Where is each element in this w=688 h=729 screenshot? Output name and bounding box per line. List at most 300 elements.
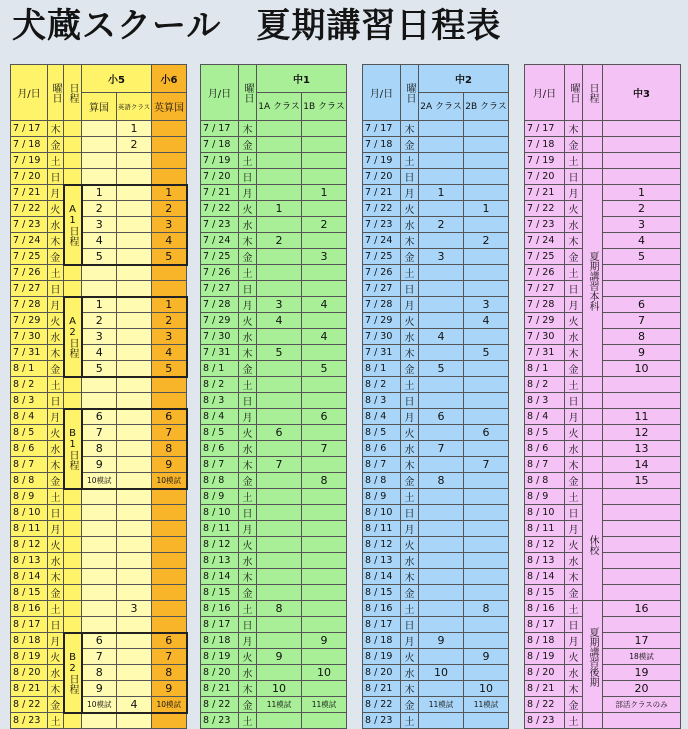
class-a-cell <box>257 713 302 729</box>
class-a-cell <box>257 617 302 633</box>
class-a-cell <box>419 521 464 537</box>
dow-cell: 土 <box>239 489 257 505</box>
table-row <box>201 121 347 137</box>
date-cell: 8 / 14 <box>363 569 401 585</box>
value-cell: 14 <box>603 457 681 473</box>
class-b-cell <box>302 265 347 281</box>
dow-cell: 水 <box>401 329 419 345</box>
class-a-cell <box>257 473 302 489</box>
dow-cell: 火 <box>48 537 64 553</box>
dow-cell: 土 <box>48 489 64 505</box>
dow-cell: 日 <box>48 617 64 633</box>
value-cell <box>603 585 681 601</box>
value-cell: 3 <box>603 217 681 233</box>
class-b-cell: 7 <box>464 457 509 473</box>
dow-cell: 土 <box>565 489 583 505</box>
eng-cell <box>117 633 152 649</box>
dow-cell: 土 <box>565 377 583 393</box>
class-a-cell <box>419 537 464 553</box>
dow-cell: 火 <box>239 313 257 329</box>
dow-cell: 金 <box>239 697 257 713</box>
value-cell <box>603 713 681 729</box>
dow-cell: 土 <box>239 265 257 281</box>
table-row <box>525 633 681 649</box>
date-cell: 8 / 3 <box>201 393 239 409</box>
class-a-cell: 7 <box>419 441 464 457</box>
class-a-cell <box>257 137 302 153</box>
table-row <box>201 505 347 521</box>
dow-cell: 月 <box>565 521 583 537</box>
dow-cell: 木 <box>48 569 64 585</box>
date-cell: 8 / 23 <box>11 713 48 729</box>
dow-cell: 土 <box>48 153 64 169</box>
eng-cell <box>117 217 152 233</box>
table-row <box>525 201 681 217</box>
math-cell: 10模試 <box>82 473 117 489</box>
eng-cell <box>117 185 152 201</box>
dow-cell: 水 <box>401 553 419 569</box>
class-a-header: 1A クラス <box>257 93 302 121</box>
table-row <box>11 281 187 297</box>
value-cell <box>603 169 681 185</box>
grade6-cell: 10模試 <box>152 697 187 713</box>
date-cell: 8 / 11 <box>363 521 401 537</box>
table-row <box>11 601 187 617</box>
table-row <box>11 377 187 393</box>
table-row <box>201 377 347 393</box>
table-row <box>525 377 681 393</box>
date-cell: 8 / 13 <box>525 553 565 569</box>
eng-cell <box>117 681 152 697</box>
dow-cell: 月 <box>401 633 419 649</box>
date-cell: 8 / 9 <box>363 489 401 505</box>
cell <box>64 713 82 729</box>
date-cell: 8 / 16 <box>11 601 48 617</box>
class-b-cell <box>464 505 509 521</box>
math-cell <box>82 265 117 281</box>
dow-cell: 金 <box>401 473 419 489</box>
value-cell: 18模試 <box>603 649 681 665</box>
header-row <box>525 65 681 121</box>
math-cell: 9 <box>82 457 117 473</box>
class-a-cell: 6 <box>419 409 464 425</box>
value-cell: 1 <box>603 185 681 201</box>
table-row <box>11 457 187 473</box>
table-row <box>363 617 509 633</box>
table-row <box>11 217 187 233</box>
table-row <box>11 313 187 329</box>
dow-cell: 木 <box>48 457 64 473</box>
date-cell: 8 / 9 <box>201 489 239 505</box>
dow-cell: 日 <box>48 505 64 521</box>
date-cell: 7 / 21 <box>11 185 48 201</box>
class-b-cell <box>302 377 347 393</box>
math-cell <box>82 169 117 185</box>
class-a-cell <box>257 377 302 393</box>
dow-cell: 土 <box>401 377 419 393</box>
class-a-cell: 4 <box>257 313 302 329</box>
cell <box>64 169 82 185</box>
date-cell: 8 / 22 <box>363 697 401 713</box>
class-b-cell <box>302 137 347 153</box>
math-cell <box>82 569 117 585</box>
class-b-cell <box>302 649 347 665</box>
date-cell: 7 / 21 <box>363 185 401 201</box>
table-row <box>525 441 681 457</box>
dow-cell: 日 <box>401 169 419 185</box>
class-b-cell <box>464 217 509 233</box>
date-cell: 7 / 28 <box>525 297 565 313</box>
grade6-cell: 2 <box>152 201 187 217</box>
value-cell <box>603 393 681 409</box>
class-a-cell: 2 <box>419 217 464 233</box>
table-row <box>525 169 681 185</box>
class-a-cell <box>257 665 302 681</box>
date-cell: 8 / 14 <box>525 569 565 585</box>
class-b-cell <box>302 713 347 729</box>
class-b-cell <box>464 665 509 681</box>
dow-cell: 土 <box>48 713 64 729</box>
date-cell: 8 / 23 <box>525 713 565 729</box>
value-cell: 16 <box>603 601 681 617</box>
class-b-cell <box>464 553 509 569</box>
dow-cell: 日 <box>239 505 257 521</box>
math-cell: 3 <box>82 217 117 233</box>
header-row <box>11 65 187 93</box>
math-cell: 2 <box>82 201 117 217</box>
table-row <box>363 329 509 345</box>
table-row <box>201 313 347 329</box>
dow-cell: 水 <box>48 441 64 457</box>
class-b-cell <box>464 249 509 265</box>
class-a-cell: 10 <box>419 665 464 681</box>
class-b-cell <box>302 393 347 409</box>
elementary-5-6-schedule-panel <box>10 64 186 728</box>
dow-cell: 土 <box>565 265 583 281</box>
dow-cell: 月 <box>401 521 419 537</box>
table-row <box>525 233 681 249</box>
date-cell: 7 / 30 <box>11 329 48 345</box>
dow-cell: 金 <box>565 361 583 377</box>
date-cell: 8 / 17 <box>11 617 48 633</box>
grade6-cell: 3 <box>152 329 187 345</box>
dow-cell: 水 <box>401 441 419 457</box>
date-cell: 7 / 24 <box>363 233 401 249</box>
eng-cell <box>117 441 152 457</box>
dow-cell: 土 <box>565 601 583 617</box>
dow-cell: 金 <box>401 585 419 601</box>
dow-cell: 火 <box>401 425 419 441</box>
date-cell: 8 / 18 <box>11 633 48 649</box>
class-b-cell <box>302 425 347 441</box>
class-a-cell <box>257 249 302 265</box>
dow-cell: 金 <box>565 137 583 153</box>
date-cell: 8 / 1 <box>363 361 401 377</box>
class-a-cell <box>257 185 302 201</box>
table-row <box>201 217 347 233</box>
table-row <box>201 553 347 569</box>
class-a-cell <box>419 617 464 633</box>
m3-table <box>524 64 681 729</box>
dow-cell: 木 <box>239 569 257 585</box>
date-cell: 8 / 15 <box>525 585 565 601</box>
date-cell: 8 / 8 <box>525 473 565 489</box>
table-row <box>11 697 187 713</box>
class-b-cell <box>464 441 509 457</box>
class-a-cell <box>419 377 464 393</box>
grade6-cell: 6 <box>152 409 187 425</box>
grade6-cell: 6 <box>152 633 187 649</box>
dow-cell: 月 <box>565 185 583 201</box>
grade6-cell <box>152 521 187 537</box>
grade6-cell <box>152 281 187 297</box>
dow-cell: 日 <box>401 281 419 297</box>
table-row <box>11 505 187 521</box>
eng-cell <box>117 409 152 425</box>
class-a-cell <box>257 537 302 553</box>
table-row <box>11 249 187 265</box>
date-cell: 8 / 5 <box>363 425 401 441</box>
dow-cell: 水 <box>48 217 64 233</box>
dow-cell: 金 <box>239 585 257 601</box>
date-cell: 8 / 22 <box>525 697 565 713</box>
dow-cell: 土 <box>401 713 419 729</box>
class-a-cell <box>419 601 464 617</box>
cell <box>64 121 82 137</box>
eng-cell <box>117 329 152 345</box>
grade6-cell <box>152 121 187 137</box>
class-b-cell: 8 <box>302 473 347 489</box>
date-cell: 8 / 1 <box>201 361 239 377</box>
dow-cell: 日 <box>565 617 583 633</box>
class-b-cell: 7 <box>302 441 347 457</box>
class-b-cell: 2 <box>302 217 347 233</box>
eng-cell <box>117 489 152 505</box>
sched-header: 日程 <box>64 65 82 121</box>
schedule-block: A2日程 <box>64 297 82 377</box>
table-row <box>525 137 681 153</box>
dow-cell: 木 <box>48 345 64 361</box>
cell <box>583 473 603 489</box>
dow-cell: 金 <box>239 137 257 153</box>
class-a-cell: 3 <box>419 249 464 265</box>
table-row <box>201 185 347 201</box>
date-cell: 8 / 4 <box>11 409 48 425</box>
table-row <box>525 665 681 681</box>
dow-cell: 月 <box>565 409 583 425</box>
date-cell: 7 / 18 <box>11 137 48 153</box>
class-b-cell <box>464 473 509 489</box>
class-b-cell <box>302 121 347 137</box>
eng-cell <box>117 569 152 585</box>
date-cell: 8 / 17 <box>525 617 565 633</box>
dow-cell: 日 <box>48 393 64 409</box>
date-header: 月/日 <box>525 65 565 121</box>
dow-cell: 日 <box>239 393 257 409</box>
class-a-cell <box>419 137 464 153</box>
table-row <box>525 473 681 489</box>
dow-cell: 木 <box>565 681 583 697</box>
date-cell: 7 / 17 <box>525 121 565 137</box>
dow-cell: 木 <box>239 457 257 473</box>
date-cell: 8 / 10 <box>201 505 239 521</box>
eng-cell <box>117 281 152 297</box>
table-row <box>201 393 347 409</box>
dow-cell: 火 <box>565 649 583 665</box>
math-cell <box>82 153 117 169</box>
grade-header: 中2 <box>419 65 509 93</box>
dow-cell: 金 <box>239 249 257 265</box>
junior-high-2-schedule-panel <box>362 64 508 728</box>
dow-cell: 月 <box>239 409 257 425</box>
cell <box>64 377 82 393</box>
cell <box>64 601 82 617</box>
dow-cell: 月 <box>48 297 64 313</box>
date-cell: 7 / 21 <box>201 185 239 201</box>
table-row <box>201 265 347 281</box>
class-a-cell <box>257 217 302 233</box>
class-a-cell <box>419 313 464 329</box>
table-row <box>11 569 187 585</box>
date-cell: 8 / 3 <box>525 393 565 409</box>
dow-cell: 火 <box>401 649 419 665</box>
grade6-cell <box>152 169 187 185</box>
table-row <box>11 713 187 729</box>
math-cell <box>82 553 117 569</box>
date-cell: 8 / 5 <box>11 425 48 441</box>
class-b-cell: 11模試 <box>464 697 509 713</box>
header-row <box>363 65 509 93</box>
class-b-cell: 6 <box>302 409 347 425</box>
dow-cell: 金 <box>565 585 583 601</box>
class-b-cell: 1 <box>464 201 509 217</box>
table-row <box>201 473 347 489</box>
dow-cell: 土 <box>48 265 64 281</box>
grade6-cell: 1 <box>152 297 187 313</box>
class-b-cell: 3 <box>464 297 509 313</box>
class-b-cell: 9 <box>464 649 509 665</box>
dow-cell: 日 <box>565 169 583 185</box>
dow-cell: 火 <box>239 537 257 553</box>
class-b-cell <box>464 489 509 505</box>
dow-cell: 火 <box>48 313 64 329</box>
class-b-cell: 1 <box>302 185 347 201</box>
dow-cell: 土 <box>48 601 64 617</box>
dow-header: 曜日 <box>401 65 419 121</box>
header-row <box>201 65 347 93</box>
class-a-cell <box>419 233 464 249</box>
dow-header: 曜日 <box>48 65 64 121</box>
table-row <box>363 121 509 137</box>
table-row <box>201 489 347 505</box>
dow-cell: 金 <box>401 361 419 377</box>
table-row <box>525 489 681 505</box>
dow-cell: 木 <box>401 121 419 137</box>
table-row <box>201 249 347 265</box>
dow-cell: 木 <box>401 457 419 473</box>
date-cell: 8 / 21 <box>525 681 565 697</box>
value-cell <box>603 281 681 297</box>
grade6-cell <box>152 553 187 569</box>
date-cell: 8 / 21 <box>201 681 239 697</box>
class-a-cell <box>419 121 464 137</box>
table-row <box>363 505 509 521</box>
eng-cell <box>117 553 152 569</box>
date-cell: 8 / 7 <box>11 457 48 473</box>
cell <box>583 409 603 425</box>
date-cell: 7 / 21 <box>525 185 565 201</box>
date-cell: 8 / 2 <box>201 377 239 393</box>
table-row <box>363 457 509 473</box>
eng-cell <box>117 313 152 329</box>
table-row <box>363 361 509 377</box>
table-row <box>363 345 509 361</box>
class-b-cell <box>302 233 347 249</box>
dow-cell: 金 <box>401 249 419 265</box>
table-row <box>363 441 509 457</box>
eng-cell <box>117 153 152 169</box>
math-cell <box>82 585 117 601</box>
class-b-cell <box>464 153 509 169</box>
value-cell <box>603 489 681 505</box>
cell <box>583 137 603 153</box>
math-cell: 1 <box>82 185 117 201</box>
dow-cell: 水 <box>401 217 419 233</box>
table-row <box>363 649 509 665</box>
class-a-cell: 9 <box>257 649 302 665</box>
date-cell: 8 / 13 <box>201 553 239 569</box>
table-row <box>201 297 347 313</box>
table-row <box>201 457 347 473</box>
class-b-cell <box>464 537 509 553</box>
class-b-cell <box>464 265 509 281</box>
table-row <box>201 569 347 585</box>
date-cell: 7 / 24 <box>525 233 565 249</box>
math-cell: 5 <box>82 249 117 265</box>
schedule-block: 休校 <box>583 489 603 601</box>
dow-cell: 金 <box>401 137 419 153</box>
class-b-cell: 10 <box>302 665 347 681</box>
dow-cell: 月 <box>239 633 257 649</box>
class-a-cell: 1 <box>419 185 464 201</box>
date-cell: 8 / 18 <box>525 633 565 649</box>
date-cell: 8 / 19 <box>363 649 401 665</box>
date-cell: 7 / 25 <box>201 249 239 265</box>
schedule-block: A1日程 <box>64 185 82 265</box>
date-cell: 8 / 13 <box>11 553 48 569</box>
table-row <box>525 153 681 169</box>
date-cell: 8 / 15 <box>201 585 239 601</box>
date-cell: 8 / 19 <box>201 649 239 665</box>
class-b-cell: 5 <box>302 361 347 377</box>
dow-cell: 土 <box>239 153 257 169</box>
dow-header: 曜日 <box>565 65 583 121</box>
table-row <box>11 409 187 425</box>
math-cell <box>82 601 117 617</box>
dow-cell: 水 <box>239 217 257 233</box>
math-cell: 5 <box>82 361 117 377</box>
dow-cell: 日 <box>565 281 583 297</box>
class-a-cell <box>419 649 464 665</box>
class-b-cell <box>464 617 509 633</box>
table-row <box>525 601 681 617</box>
class-a-cell: 7 <box>257 457 302 473</box>
table-row <box>201 521 347 537</box>
date-cell: 8 / 18 <box>201 633 239 649</box>
table-row <box>525 185 681 201</box>
class-a-cell <box>419 489 464 505</box>
table-row <box>363 217 509 233</box>
